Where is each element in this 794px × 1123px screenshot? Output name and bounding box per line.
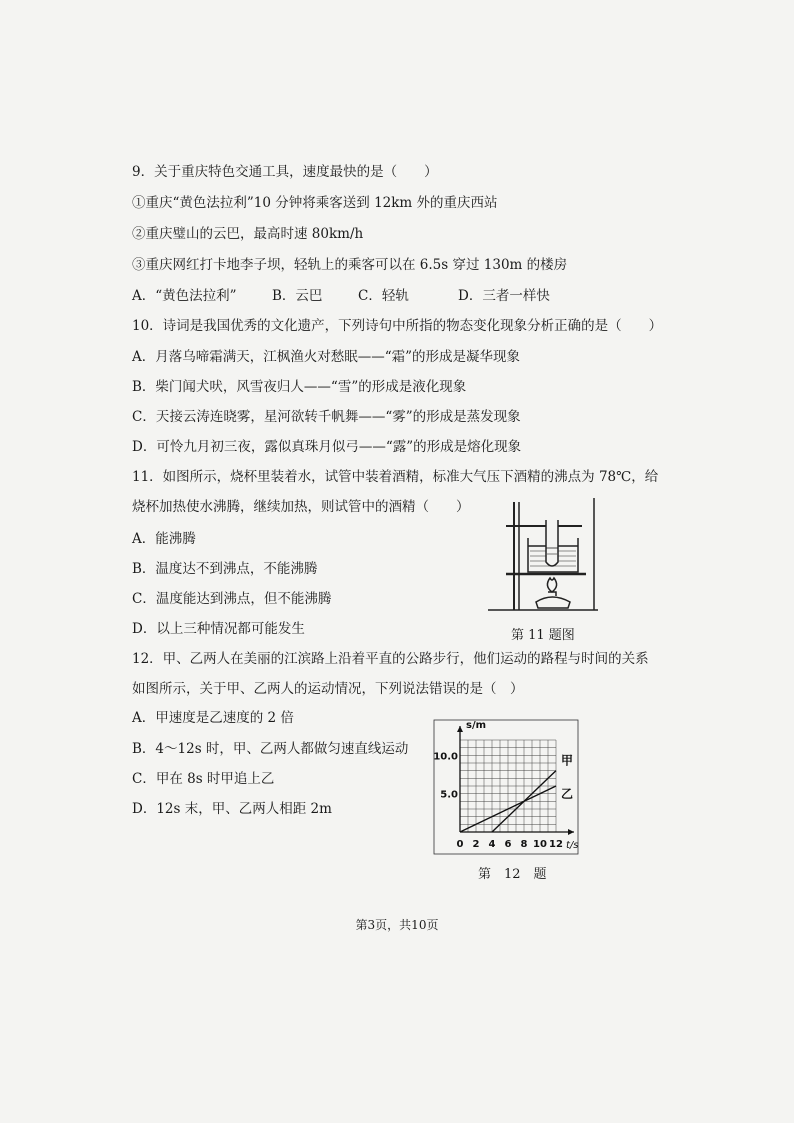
q11-stem-line1: 11．如图所示，烧杯里装着水，试管中装着酒精，标准大气压下酒精的沸点为 78℃，给	[132, 469, 659, 485]
y-tick-label: 5.0	[440, 789, 458, 801]
distance-time-chart	[432, 718, 580, 856]
y-axis-label: s/m	[466, 720, 487, 731]
series-label-1: 甲	[561, 753, 574, 768]
q11-stem-line2: 烧杯加热使水沸腾，继续加热，则试管中的酒精（ ）	[132, 499, 470, 515]
q12-stem-line1: 12．甲、乙两人在美丽的江滨路上沿着平直的公路步行，他们运动的路程与时间的关系	[132, 651, 649, 667]
q12-option-d: D．12s 末，甲、乙两人相距 2m	[132, 801, 332, 817]
q9-item-3: ③重庆网红打卡地李子坝，轻轨上的乘客可以在 6.5s 穿过 130m 的楼房	[132, 257, 568, 273]
x-tick-label: 6	[504, 839, 512, 850]
flame	[547, 578, 556, 592]
q10-stem: 10．诗词是我国优秀的文化遗产，下列诗句中所指的物态变化现象分析正确的是（ ）	[132, 318, 663, 334]
q10-option-d: D．可怜九月初三夜，露似真珠月似弓——“露”的形成是熔化现象	[132, 439, 522, 455]
chart-labels	[433, 720, 578, 851]
q12-option-b: B．4～12s 时，甲、乙两人都做匀速直线运动	[132, 741, 409, 757]
q9-options	[132, 287, 550, 305]
q11-figure-caption: 第 11 题图	[511, 628, 575, 643]
q12-option-c: C．甲在 8s 时甲追上乙	[132, 771, 275, 787]
q10-option-a: A．月落乌啼霜满天，江枫渔火对愁眠——“霜”的形成是凝华现象	[132, 349, 521, 365]
x-axis-label: t/s	[566, 840, 579, 851]
q9-stem: 9．关于重庆特色交通工具，速度最快的是（ ）	[132, 164, 438, 180]
x-tick-label: 0	[456, 839, 464, 850]
x-tick-label: 4	[488, 839, 496, 850]
q9-option-b: B．云巴	[272, 288, 323, 304]
q11-option-b: B．温度达不到沸点，不能沸腾	[132, 561, 318, 577]
x-tick-label: 2	[472, 839, 480, 850]
q9-item-1: ①重庆“黄色法拉利”10 分钟将乘客送到 12km 外的重庆西站	[132, 195, 498, 211]
x-tick-label: 10	[533, 839, 547, 850]
q9-option-c: C．轻轨	[358, 288, 409, 304]
y-tick-label: 10.0	[433, 751, 458, 763]
q10-option-c: C．天接云涛连晓雾，星河欲转千帆舞——“雾”的形成是蒸发现象	[132, 409, 521, 425]
chart-axes	[457, 726, 574, 835]
chart-grid	[434, 720, 578, 854]
q10-option-b: B．柴门闻犬吠，风雪夜归人——“雪”的形成是液化现象	[132, 379, 467, 395]
series-label-2: 乙	[561, 787, 574, 801]
q11-option-c: C．温度能达到沸点，但不能沸腾	[132, 591, 332, 607]
x-tick-label: 8	[520, 839, 528, 850]
q9-option-d: D．三者一样快	[458, 288, 550, 304]
q11-option-a: A．能沸腾	[132, 531, 196, 547]
q12-stem-line2: 如图所示，关于甲、乙两人的运动情况，下列说法错误的是（ ）	[132, 681, 524, 697]
x-axis-arrow	[568, 829, 574, 835]
alcohol-lamp	[536, 597, 570, 608]
page-footer: 第3页，共10页	[355, 918, 439, 932]
y-axis-arrow	[457, 726, 463, 732]
q12-figure-caption: 第 12 题	[478, 867, 547, 882]
boiling-apparatus-figure	[486, 496, 602, 616]
q9-option-a: A．“黄色法拉利”	[132, 288, 237, 304]
q12-option-a: A．甲速度是乙速度的 2 倍	[132, 710, 294, 726]
x-tick-label: 12	[549, 839, 563, 850]
q11-option-d: D．以上三种情况都可能发生	[132, 621, 305, 637]
test-tube	[546, 520, 558, 566]
q9-item-2: ②重庆璧山的云巴，最高时速 80km/h	[132, 226, 364, 242]
